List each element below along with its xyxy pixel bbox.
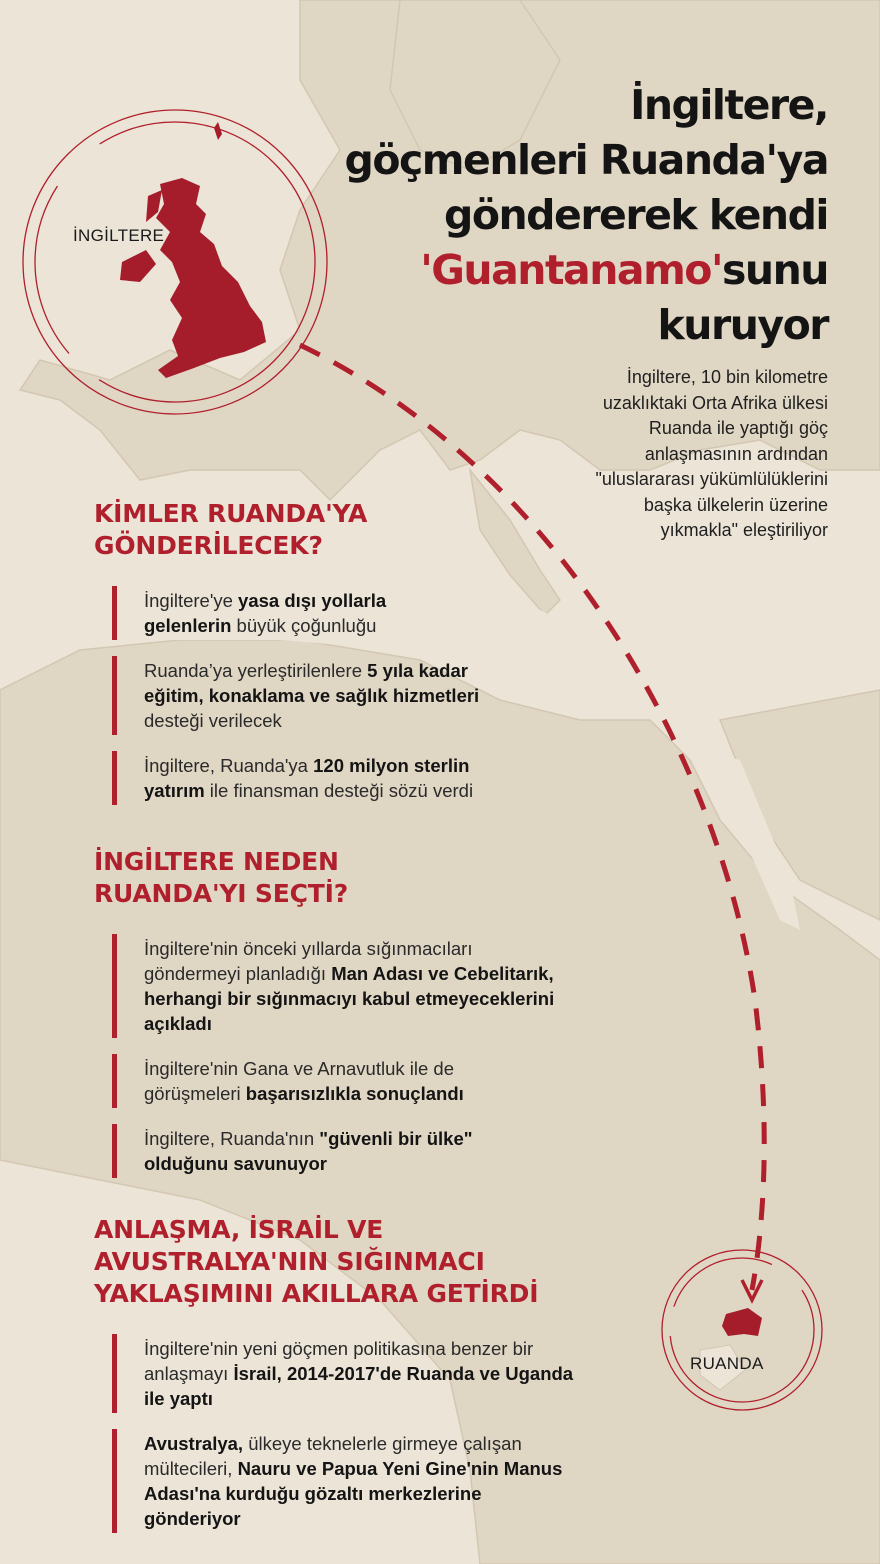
bullet-list — [112, 1336, 582, 1531]
text: ülkeye teknelerle girmeye çalışan mültecileri, — [144, 1433, 522, 1479]
bullet-list — [112, 936, 572, 1176]
text: İngiltere'nin önceki yıllarda sığınmacıları göndermeyi planladığı — [144, 938, 473, 984]
text: ile finansman desteği sözü verdi — [204, 780, 474, 801]
text: büyük çoğunluğu — [231, 615, 377, 636]
bold-text: başarısızlıkla sonuçlandı — [245, 1083, 464, 1104]
headline-line-4-rest: sunu — [722, 246, 828, 294]
section-title: İNGİLTERE NEDEN RUANDA'YI SEÇTİ? — [94, 847, 349, 908]
text: desteği verilecek — [144, 710, 282, 731]
headline-line-2: göçmenleri Ruanda'ya — [344, 136, 828, 184]
text: İngiltere'ye — [144, 590, 239, 611]
bold-text: "güvenli bir ülke" olduğunu savunuyor — [144, 1128, 473, 1174]
bold-text: Nauru ve Papua Yeni Gine'nin Manus Adası'na kurduğu gözaltı merkezlerine gönderiyor — [144, 1458, 563, 1529]
bold-text: 120 milyon sterlin yatırım — [144, 755, 470, 801]
list-item — [112, 753, 532, 803]
headline-line-3: göndererek kendi — [443, 191, 828, 239]
bold-text: İsrail, 2014-2017'de Ruanda ve Uganda ile yaptı — [144, 1363, 574, 1409]
section-title: KİMLER RUANDA'YA GÖNDERİLECEK? — [94, 499, 368, 560]
map-label-uk: İNGİLTERE — [73, 226, 165, 245]
bullet-list — [112, 588, 532, 803]
list-item — [112, 1056, 532, 1106]
section-why — [94, 846, 572, 1196]
text: İngiltere'nin yeni göçmen politikasına benzer bir anlaşmayı — [144, 1338, 534, 1384]
headline-line-5: kuruyor — [657, 301, 828, 349]
headline-highlight: 'Guantanamo' — [420, 246, 723, 294]
northern-ireland-shape — [120, 250, 156, 282]
bold-text: Avustralya, — [144, 1433, 244, 1454]
headline-line-4 — [208, 243, 828, 298]
section-who — [94, 498, 532, 823]
text: İngiltere, Ruanda'ya — [144, 755, 314, 776]
section-comparison — [94, 1214, 582, 1551]
headline-line-1: İngiltere, — [630, 81, 828, 129]
bold-text: yasa dışı yollarla gelenlerin — [144, 590, 387, 636]
headline — [208, 78, 828, 353]
bold-text: Man Adası ve Cebelitarık, herhangi bir sığınmacıyı kabul etmeyeceklerini açıkladı — [144, 963, 555, 1034]
map-label-rwanda: RUANDA — [690, 1354, 764, 1373]
list-item — [112, 1126, 532, 1176]
list-item — [112, 1431, 572, 1531]
bold-text: 5 yıla kadar eğitim, konaklama ve sağlık hizmetleri — [144, 660, 480, 706]
section-title: ANLAŞMA, İSRAİL VE AVUSTRALYA'NIN SIĞINMACI YAKLAŞIMINI AKILLARA GETİRDİ — [94, 1215, 539, 1308]
text: Ruanda’ya yerleştirilenlere — [144, 660, 368, 681]
list-item — [112, 658, 482, 733]
text: İngiltere, Ruanda'nın — [144, 1128, 320, 1149]
list-item — [112, 1336, 582, 1411]
list-item — [112, 936, 572, 1036]
text: İngiltere'nin Gana ve Arnavutluk ile de görüşmeleri — [144, 1058, 455, 1104]
list-item — [112, 588, 412, 638]
intro-text: İngiltere, 10 bin kilometre uzaklıktaki Orta Afrika ülkesi Ruanda ile yaptığı göç anlaşmasının ardından "uluslararası yükümlülüklerini başka ülkelerin üzerine yıkmakla" eleştiriliyor — [595, 367, 828, 540]
